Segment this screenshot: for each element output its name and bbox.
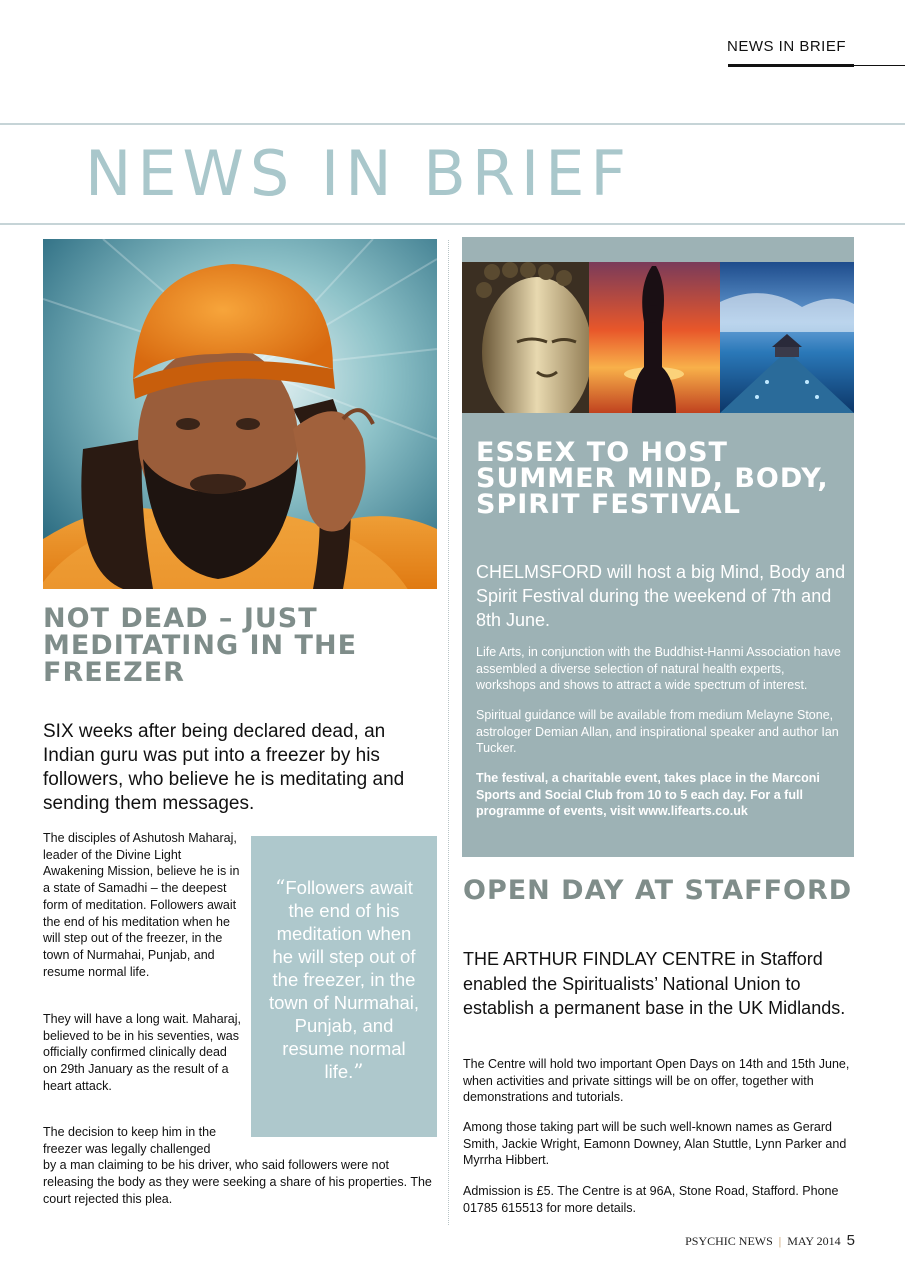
footer-separator: | [778, 1234, 782, 1248]
header-rule [728, 64, 854, 67]
guru-photo [43, 239, 437, 589]
body-paragraph: The disciples of Ashutosh Maharaj, leader of the Divine Light Awakening Mission, believe he is in a state of Samadhi – the deepest form of meditation. Followers await the end of his meditation when he will step out of the freezer, in the town of Nurmahai, Punjab, and resume normal life. [43, 831, 240, 979]
headline-festival: ESSEX TO HOST SUMMER MIND, BODY, SPIRIT FESTIVAL [476, 437, 829, 520]
page-number: 5 [846, 1232, 855, 1249]
body-text: by a man claiming to be his driver, who said followers were not releasing the body as they were seeking a share of his properties. The court rejected this plea. [43, 1158, 432, 1206]
pull-quote-text: Followers await the end of his meditation when he will step out of the freezer, in the town of Nurmahai, Punjab, and resume normal life. [268, 877, 420, 1082]
pull-quote [251, 836, 437, 1137]
header-rule-thin [854, 65, 905, 66]
headline-guru: NOT DEAD – JUST MEDITATING IN THE FREEZER [43, 603, 358, 688]
festival-photo-strip [462, 262, 854, 413]
body-text: The decision to keep him in the freezer was legally challenged [43, 1125, 217, 1156]
issue-date: MAY 2014 [787, 1234, 841, 1248]
body-paragraph: Admission is £5. The Centre is at 96A, Stone Road, Stafford. Phone 01785 615513 for more details. [463, 1184, 839, 1215]
standfirst-festival: CHELMSFORD will host a big Mind, Body and Spirit Festival during the weekend of 7th and 8th June. [476, 562, 846, 630]
page-title: NEWS IN BRIEF [85, 137, 633, 210]
headline-stafford: OPEN DAY AT STAFFORD [463, 875, 853, 906]
page-footer [640, 1232, 855, 1249]
body-paragraph: The festival, a charitable event, takes place in the Marconi Sports and Social Club from 10 to 5 each day. For a full programme of events, visit www.lifearts.co.uk [476, 771, 820, 819]
body-paragraph: Spiritual guidance will be available from medium Melayne Stone, astrologer Demian Allan, and inspirational speaker and author Ian Tucker. [476, 708, 839, 756]
banner-rule-top [0, 123, 905, 125]
standfirst-guru: SIX weeks after being declared dead, an Indian guru was put into a freezer by his followers, who believe he is meditating and sending them messages. [43, 721, 405, 814]
publication-name: PSYCHIC NEWS [685, 1234, 773, 1248]
close-quote-mark: ” [353, 1059, 364, 1083]
open-quote-mark: “ [275, 875, 286, 899]
body-paragraph: They will have a long wait. Maharaj, believed to be in his seventies, was officially confirmed clinically dead on 29th January as the result of a heart attack. [43, 1012, 242, 1093]
banner-rule-bottom [0, 223, 905, 225]
body-paragraph: Among those taking part will be such well-known names as Gerard Smith, Jackie Wright, Eamonn Downey, Alan Stuttle, Lynn Parker and Myrrha Hibbert. [463, 1120, 847, 1168]
body-paragraph: The Centre will hold two important Open Days on 14th and 15th June, when activities and private sittings will be on offer, together with demonstrations and tutorials. [463, 1057, 850, 1105]
section-label: NEWS IN BRIEF [727, 38, 847, 55]
standfirst-stafford: THE ARTHUR FINDLAY CENTRE in Stafford enabled the Spiritualists’ National Union to establish a permanent base in the UK Midlands. [463, 949, 846, 1018]
column-divider [448, 240, 449, 1225]
body-paragraph: Life Arts, in conjunction with the Buddhist-Hanmi Association have assembled a diverse selection of natural health experts, workshops and shows to attract a wide spectrum of interest. [476, 645, 841, 693]
